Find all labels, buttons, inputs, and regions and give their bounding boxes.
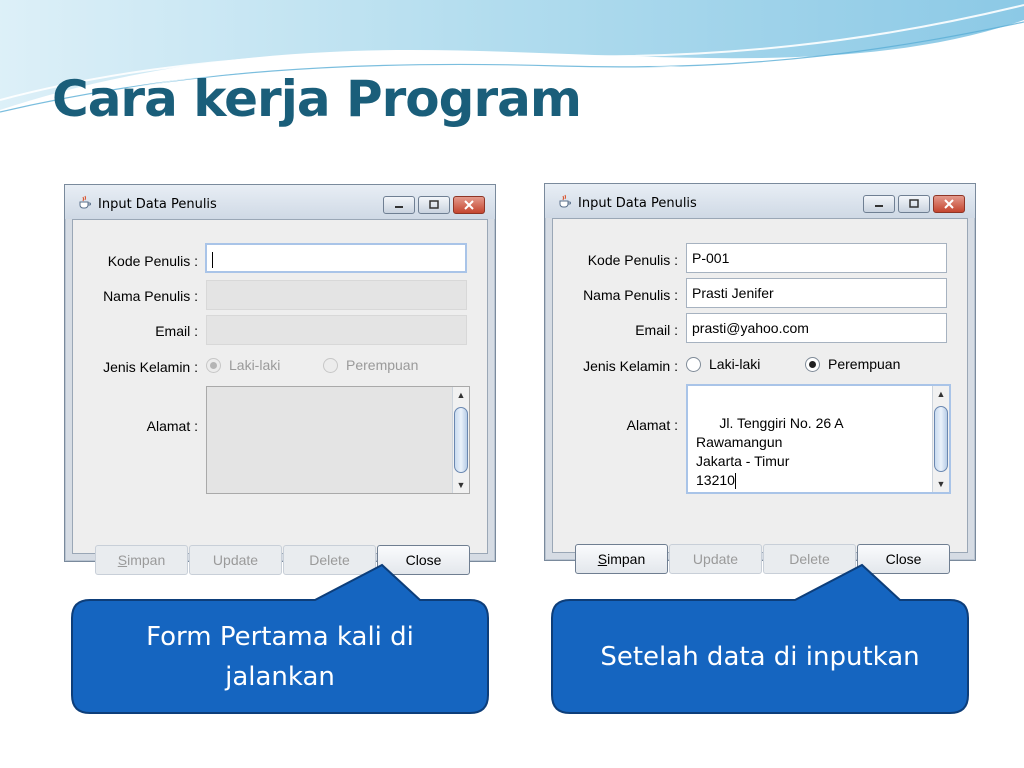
- label-jenis-kelamin: Jenis Kelamin :: [103, 359, 198, 375]
- window-controls: [380, 196, 485, 214]
- nama-penulis-input[interactable]: [206, 280, 467, 310]
- close-button[interactable]: Close: [377, 545, 470, 575]
- window-title: Input Data Penulis: [98, 197, 217, 212]
- kode-penulis-input[interactable]: P-001: [686, 243, 947, 273]
- simpan-button[interactable]: S impan: [575, 544, 668, 574]
- radio-perempuan[interactable]: Perempuan: [805, 356, 900, 372]
- label-jenis-kelamin: Jenis Kelamin :: [583, 358, 678, 374]
- label-email: Email :: [155, 323, 198, 339]
- input-window-filled: [544, 183, 976, 567]
- label-kode-penulis: Kode Penulis :: [587, 252, 678, 268]
- label-nama-penulis: Nama Penulis :: [583, 287, 678, 303]
- scroll-down-icon[interactable]: ▼: [936, 478, 946, 489]
- alamat-textarea[interactable]: Jl. Tenggiri No. 26 A Rawamangun Jakarta - Timur 13210 ▲ ▼: [686, 384, 951, 494]
- window-titlebar[interactable]: [545, 184, 975, 218]
- label-kode-penulis: Kode Penulis :: [107, 253, 198, 269]
- scroll-up-icon[interactable]: ▲: [456, 389, 466, 400]
- input-window-initial: [64, 184, 496, 568]
- update-button[interactable]: Update: [189, 545, 282, 575]
- callout-left-text: Form Pertama kali di jalankan: [146, 622, 414, 692]
- form-panel: [72, 219, 488, 568]
- label-email: Email :: [635, 322, 678, 338]
- close-icon: [464, 200, 474, 210]
- window-titlebar[interactable]: [65, 185, 495, 219]
- email-input[interactable]: [206, 315, 467, 345]
- radio-perempuan[interactable]: Perempuan: [323, 357, 418, 373]
- maximize-icon: [909, 199, 919, 209]
- callout-right-text: Setelah data di inputkan: [600, 642, 920, 672]
- radio-unselected-icon: [323, 358, 338, 373]
- maximize-icon: [429, 200, 439, 210]
- radio-laki-laki[interactable]: Laki-laki: [206, 357, 280, 373]
- text-caret: [212, 252, 213, 268]
- scrollbar-thumb[interactable]: [934, 406, 948, 472]
- simpan-button[interactable]: S impan: [95, 545, 188, 575]
- minimize-button[interactable]: [863, 195, 895, 213]
- scroll-down-icon[interactable]: ▼: [456, 479, 466, 490]
- minimize-icon: [394, 200, 404, 210]
- radio-laki-laki[interactable]: Laki-laki: [686, 356, 760, 372]
- form-panel: [552, 218, 968, 567]
- text-caret: [735, 473, 736, 489]
- radio-selected-icon: [805, 357, 820, 372]
- close-icon: [944, 199, 954, 209]
- radio-selected-icon: [206, 358, 221, 373]
- delete-button[interactable]: Delete: [283, 545, 376, 575]
- alamat-scrollbar[interactable]: [452, 387, 469, 493]
- label-alamat: Alamat :: [146, 418, 198, 434]
- slide-title: Cara kerja Program: [52, 70, 581, 128]
- java-cup-icon: [77, 195, 92, 210]
- label-nama-penulis: Nama Penulis :: [103, 288, 198, 304]
- window-title: Input Data Penulis: [578, 196, 697, 211]
- email-input[interactable]: prasti@yahoo.com: [686, 313, 947, 343]
- scrollbar-thumb[interactable]: [454, 407, 468, 473]
- close-window-button[interactable]: [453, 196, 485, 214]
- maximize-button[interactable]: [898, 195, 930, 213]
- window-controls: [860, 195, 965, 213]
- minimize-button[interactable]: [383, 196, 415, 214]
- maximize-button[interactable]: [418, 196, 450, 214]
- kode-penulis-input[interactable]: [205, 243, 467, 273]
- alamat-scrollbar[interactable]: [932, 386, 949, 492]
- radio-unselected-icon: [686, 357, 701, 372]
- update-button[interactable]: Update: [669, 544, 762, 574]
- scroll-up-icon[interactable]: ▲: [936, 388, 946, 399]
- close-window-button[interactable]: [933, 195, 965, 213]
- alamat-textarea[interactable]: [206, 386, 470, 494]
- minimize-icon: [874, 199, 884, 209]
- java-cup-icon: [557, 194, 572, 209]
- label-alamat: Alamat :: [626, 417, 678, 433]
- delete-button[interactable]: Delete: [763, 544, 856, 574]
- close-button[interactable]: Close: [857, 544, 950, 574]
- nama-penulis-input[interactable]: Prasti Jenifer: [686, 278, 947, 308]
